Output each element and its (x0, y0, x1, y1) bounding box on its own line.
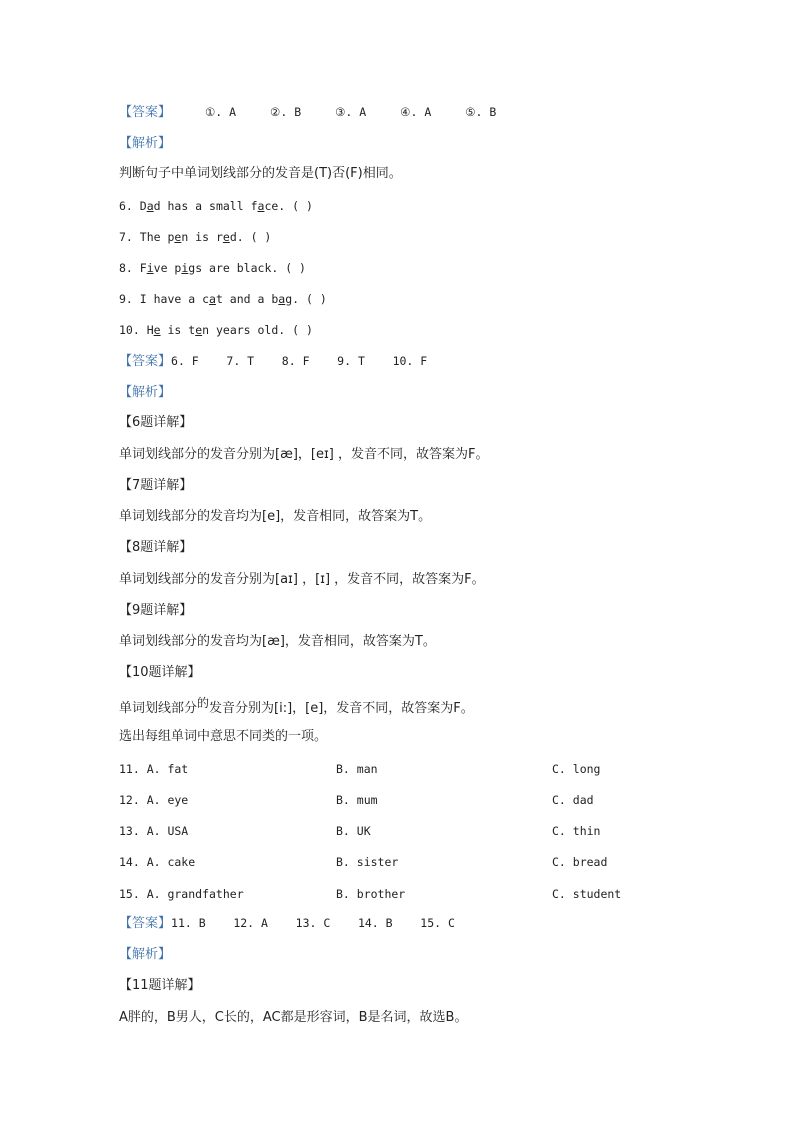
answer-tag: 【答案】 (119, 916, 172, 931)
option-row-12-a: 12. A. eye (119, 793, 189, 807)
analysis-heading-3 (119, 945, 171, 964)
instruction-pronunciation: 判断句子中单词划线部分的发音是(T)否(F)相同。 (119, 166, 402, 181)
analysis-tag: 【解析】 (119, 385, 172, 400)
detail-7-text: 单词划线部分的发音均为[e]，发音相同，故答案为T。 (119, 509, 432, 524)
answer-item: ②. B (270, 105, 302, 119)
detail-11-text: A胖的，B男人，C长的，AC都是形容词，B是名词，故选B。 (119, 1010, 468, 1025)
option-row-11-c: C. long (552, 762, 601, 776)
answer-tag: 【答案】 (119, 354, 172, 369)
option-row-15-c: C. student (552, 887, 622, 901)
option-row-15-b: B. brother (336, 887, 406, 901)
question-7: 7. The pen is red. ( ) (119, 230, 272, 244)
question-8: 8. Five pigs are black. ( ) (119, 261, 306, 275)
answer-line-2 (119, 352, 427, 371)
detail-9-text: 单词划线部分的发音均为[æ]，发音相同，故答案为T。 (119, 634, 436, 649)
option-row-14-c: C. bread (552, 855, 608, 869)
answers-11-15: 11. B 12. A 13. C 14. B 15. C (171, 916, 455, 930)
detail-10-heading: 【10题详解】 (119, 665, 201, 680)
option-row-11-b: B. man (336, 762, 378, 776)
detail-6-text: 单词划线部分的发音分别为[æ]，[eɪ] ，发音不同，故答案为F。 (119, 447, 489, 462)
question-10: 10. He is ten years old. ( ) (119, 323, 313, 337)
question-6: 6. Dad has a small face. ( ) (119, 199, 313, 213)
analysis-tag: 【解析】 (119, 136, 172, 151)
analysis-heading-2 (119, 383, 171, 402)
instruction-odd-one-out: 选出每组单词中意思不同类的一项。 (119, 729, 328, 744)
answer-tag: 【答案】 (119, 105, 172, 120)
detail-7-heading: 【7题详解】 (119, 478, 193, 493)
option-row-13-a: 13. A. USA (119, 824, 189, 838)
option-row-14-a: 14. A. cake (119, 855, 196, 869)
answers-6-10: 6. F 7. T 8. F 9. T 10. F (171, 354, 428, 368)
analysis-heading-1 (119, 134, 171, 153)
option-row-14-b: B. sister (336, 855, 399, 869)
detail-11-heading: 【11题详解】 (119, 978, 201, 993)
detail-8-heading: 【8题详解】 (119, 540, 193, 555)
question-9: 9. I have a cat and a bag. ( ) (119, 292, 327, 306)
answer-item: ⑤. B (465, 105, 497, 119)
answer-item: ④. A (400, 105, 432, 119)
detail-8-text: 单词划线部分的发音分别为[aɪ] ，[ɪ] ，发音不同，故答案为F。 (119, 572, 485, 587)
answer-item: ③. A (335, 105, 367, 119)
answer-line-1 (119, 103, 496, 122)
option-row-13-b: B. UK (336, 824, 371, 838)
analysis-tag: 【解析】 (119, 947, 172, 962)
option-row-12-b: B. mum (336, 793, 378, 807)
option-row-15-a: 15. A. grandfather (119, 887, 244, 901)
detail-10-text: 单词划线部分的发音分别为[i:]，[e]，发音不同，故答案为F。 (119, 696, 474, 716)
answer-item: ①. A (204, 105, 237, 119)
detail-9-heading: 【9题详解】 (119, 603, 193, 618)
option-row-12-c: C. dad (552, 793, 594, 807)
option-row-13-c: C. thin (552, 824, 601, 838)
option-row-11-a: 11. A. fat (119, 762, 189, 776)
answer-line-3 (119, 914, 455, 933)
detail-6-heading: 【6题详解】 (119, 415, 193, 430)
